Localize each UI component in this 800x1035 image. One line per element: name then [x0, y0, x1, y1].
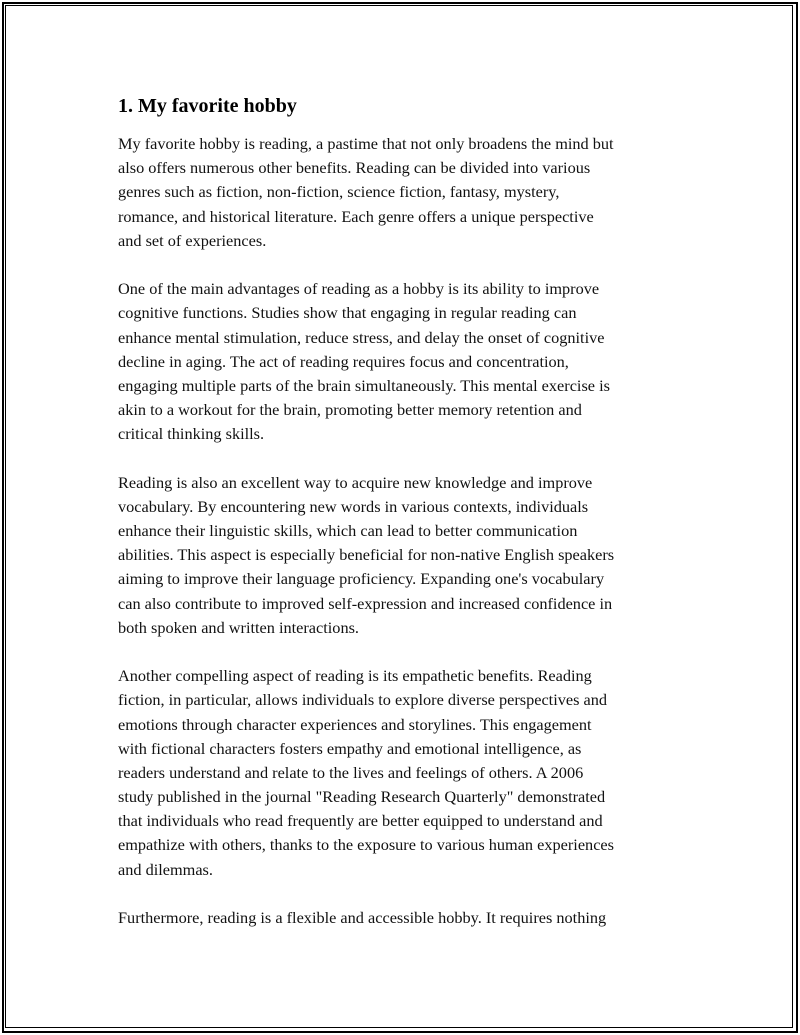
text-line: empathize with others, thanks to the exposure to various human experiences — [118, 835, 614, 855]
text-line: can also contribute to improved self-expression and increased confidence in — [118, 593, 613, 613]
text-line: readers understand and relate to the lives and feelings of others. A 2006 — [118, 762, 584, 782]
text-line: genres such as fiction, non-fiction, science fiction, fantasy, mystery, — [118, 182, 560, 202]
text-line: romance, and historical literature. Each genre offers a unique perspective — [118, 206, 594, 226]
document-body — [118, 93, 690, 954]
text-line: enhance mental stimulation, reduce stress, and delay the onset of cognitive — [118, 327, 605, 347]
text-line: cognitive functions. Studies show that engaging in regular reading can — [118, 303, 577, 323]
text-line: and set of experiences. — [118, 230, 267, 250]
text-line: emotions through character experiences and storylines. This engagement — [118, 714, 592, 734]
text-line: vocabulary. By encountering new words in various contexts, individuals — [118, 496, 589, 516]
text-line: akin to a workout for the brain, promoting better memory retention and — [118, 400, 582, 420]
text-line: with fictional characters fosters empathy and emotional intelligence, as — [118, 738, 582, 758]
paragraph — [118, 132, 690, 253]
text-line: engaging multiple parts of the brain simultaneously. This mental exercise is — [118, 375, 610, 395]
text-line: and dilemmas. — [118, 859, 213, 879]
paragraph — [118, 471, 690, 640]
text-line: One of the main advantages of reading as a hobby is its ability to improve — [118, 279, 600, 299]
text-line: abilities. This aspect is especially beneficial for non-native English speakers — [118, 545, 615, 565]
paragraph — [118, 906, 690, 930]
text-line: that individuals who read frequently are better equipped to understand and — [118, 811, 603, 831]
text-line: study published in the journal "Reading Research Quarterly" demonstrated — [118, 787, 606, 807]
text-line: aiming to improve their language proficiency. Expanding one's vocabulary — [118, 569, 605, 589]
text-line: fiction, in particular, allows individuals to explore diverse perspectives and — [118, 690, 608, 710]
text-line: critical thinking skills. — [118, 424, 265, 444]
text-line: enhance their linguistic skills, which can lead to better communication — [118, 521, 578, 540]
text-line: both spoken and written interactions. — [118, 617, 359, 637]
section-heading: 1. My favorite hobby — [118, 95, 297, 117]
text-line: also offers numerous other benefits. Reading can be divided into various — [118, 158, 591, 178]
paragraph — [118, 277, 690, 446]
paragraph — [118, 664, 690, 882]
text-line: Reading is also an excellent way to acquire new knowledge and improve — [118, 472, 593, 492]
text-line: My favorite hobby is reading, a pastime that not only broadens the mind but — [118, 134, 614, 153]
text-line: Another compelling aspect of reading is its empathetic benefits. Reading — [118, 666, 592, 686]
text-line: decline in aging. The act of reading requires focus and concentration, — [118, 351, 569, 371]
paragraph-list — [118, 132, 690, 930]
text-line: Furthermore, reading is a flexible and accessible hobby. It requires nothing — [118, 908, 607, 927]
